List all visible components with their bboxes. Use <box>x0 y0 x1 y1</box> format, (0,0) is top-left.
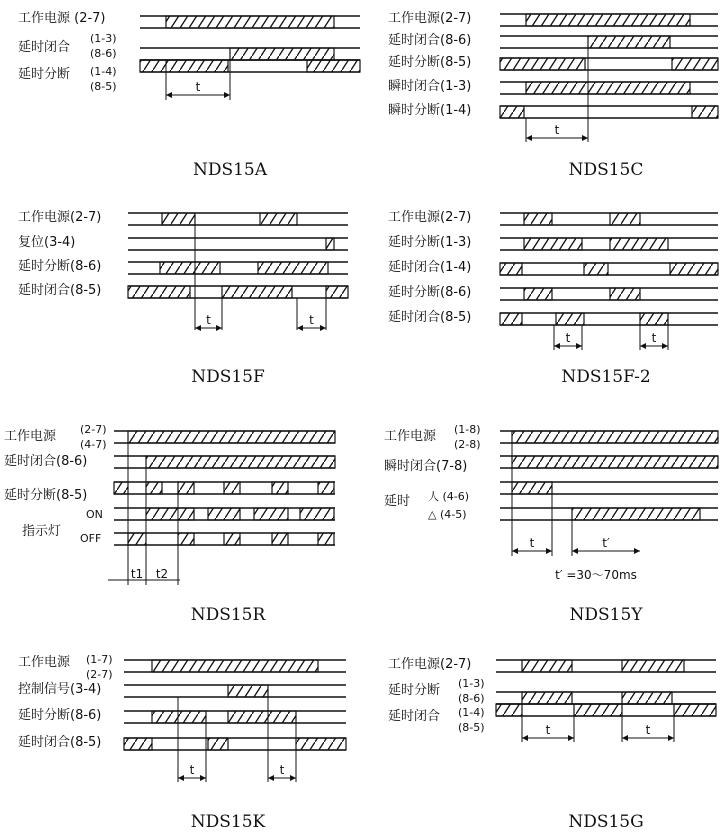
diagram-NDS15G <box>388 656 716 832</box>
hatched-interval <box>326 286 348 298</box>
hatched-interval <box>258 262 328 274</box>
hatched-interval <box>522 692 572 704</box>
hatched-interval <box>524 213 552 225</box>
pin-label: (1-4) <box>458 706 485 719</box>
diagram-caption: NDS15A <box>192 160 268 180</box>
pin-label: (8-6) <box>458 692 485 705</box>
hatched-interval <box>584 263 608 275</box>
hatched-interval <box>160 262 220 274</box>
row-label: 控制信号(3-4) <box>18 682 102 697</box>
row-label: 延时分断 <box>388 683 441 698</box>
time-label: t <box>529 536 535 550</box>
arrow-right-icon <box>568 735 574 741</box>
hatched-interval <box>610 288 640 300</box>
diagram-NDS15A <box>18 10 360 180</box>
arrow-left-icon <box>526 135 532 141</box>
hatched-interval <box>622 692 672 704</box>
diagram-NDS15C <box>388 10 718 180</box>
row-label: 工作电源(2-7) <box>388 210 472 225</box>
pin-label: (4-7) <box>80 438 107 451</box>
arrow-left-icon <box>166 92 172 98</box>
time-label: t <box>645 723 651 737</box>
row-label: 瞬时分断(1-4) <box>388 103 472 118</box>
row-label: 复位(3-4) <box>18 235 76 250</box>
row-label: 延时分断(8-6) <box>18 708 102 723</box>
row-label: 工作电源 <box>4 429 57 444</box>
hatched-interval <box>260 213 297 225</box>
hatched-interval <box>296 738 346 750</box>
arrow-left-icon <box>640 343 646 349</box>
hatched-interval <box>124 738 152 750</box>
hatched-interval <box>228 685 268 697</box>
pin-label: OFF <box>80 532 102 545</box>
arrow-right-icon <box>224 92 230 98</box>
hatched-interval <box>500 263 522 275</box>
pin-label: (2-7) <box>86 668 113 681</box>
row-label: 延时分断(1-3) <box>388 235 472 250</box>
hatched-interval <box>574 704 622 716</box>
pin-label: (1-4) <box>90 65 117 78</box>
hatched-interval <box>496 704 522 716</box>
time-label: t <box>565 331 571 345</box>
arrow-left-icon <box>522 735 528 741</box>
hatched-interval <box>152 660 318 672</box>
row-label: 瞬时闭合(1-3) <box>388 79 472 94</box>
diagram-NDS15K <box>18 653 346 832</box>
row-label: 延时闭合 <box>388 709 441 724</box>
hatched-interval <box>556 313 584 325</box>
row-label: 工作电源(2-7) <box>18 210 102 225</box>
pin-label: (2-7) <box>80 423 107 436</box>
hatched-interval <box>272 482 288 494</box>
time-label: t <box>279 763 285 777</box>
pin-label: △ (4-5) <box>428 508 467 521</box>
row-label: 延时闭合(8-5) <box>18 283 102 298</box>
hatched-interval <box>224 482 240 494</box>
arrow-left-icon <box>195 325 201 331</box>
arrow-right-icon <box>634 548 640 554</box>
hatched-interval <box>622 660 684 672</box>
hatched-interval <box>610 213 640 225</box>
pin-label: 人 (4-6) <box>428 490 470 503</box>
hatched-interval <box>146 508 194 520</box>
pin-label: (8-5) <box>90 80 117 93</box>
time-label: t <box>309 313 314 327</box>
arrow-right-icon <box>576 343 582 349</box>
hatched-interval <box>208 508 240 520</box>
row-label: 工作电源(2-7) <box>388 657 472 672</box>
row-label: 瞬时闭合(7-8) <box>384 459 468 474</box>
row-label: 工作电源(2-7) <box>388 11 472 26</box>
arrow-left-icon <box>297 325 303 331</box>
arrow-right-icon <box>320 325 326 331</box>
hatched-interval <box>524 288 552 300</box>
hatched-interval <box>146 456 335 468</box>
hatched-interval <box>674 704 716 716</box>
hatched-interval <box>640 313 668 325</box>
hatched-interval <box>128 286 190 298</box>
row-label: 延时闭合 <box>18 40 71 55</box>
hatched-interval <box>512 431 718 443</box>
row-label: 指示灯 <box>22 524 62 539</box>
hatched-interval <box>572 508 700 520</box>
arrow-right-icon <box>216 325 222 331</box>
arrow-left-icon <box>572 548 578 554</box>
hatched-interval <box>512 456 718 468</box>
row-label: 延时分断(8-5) <box>388 55 472 70</box>
arrow-right-icon <box>582 135 588 141</box>
row-label: 延时闭合(8-5) <box>388 310 472 325</box>
time-label: t1 <box>130 567 144 581</box>
pin-label: (1-3) <box>90 32 117 45</box>
hatched-interval <box>162 213 195 225</box>
pin-label: (1-3) <box>458 677 485 690</box>
pin-label: (8-5) <box>458 721 485 734</box>
row-label: 延时分断(8-6) <box>388 285 472 300</box>
row-label: 延时分断(8-6) <box>18 259 102 274</box>
hatched-interval <box>300 508 334 520</box>
arrow-right-icon <box>662 343 668 349</box>
arrow-left-icon <box>178 775 184 781</box>
arrow-right-icon <box>668 735 674 741</box>
row-label: 延时 <box>384 494 411 509</box>
arrow-right-icon <box>200 775 206 781</box>
row-label: 工作电源 <box>384 429 437 444</box>
pin-label: (8-6) <box>90 47 117 60</box>
hatched-interval <box>230 48 334 60</box>
hatched-interval <box>500 313 522 325</box>
row-label: 延时闭合(8-6) <box>388 33 472 48</box>
hatched-interval <box>500 106 524 118</box>
diagram-NDS15Y <box>384 423 718 625</box>
hatched-interval <box>512 482 552 494</box>
hatched-interval <box>524 238 582 250</box>
diagram-caption: NDS15G <box>568 812 644 832</box>
time-label: t <box>651 331 657 345</box>
hatched-interval <box>178 482 194 494</box>
diagram-NDS15F <box>18 209 348 387</box>
hatched-interval <box>140 60 228 72</box>
hatched-interval <box>522 660 572 672</box>
hatched-interval <box>588 36 670 48</box>
diagram-caption: NDS15R <box>190 605 266 625</box>
hatched-interval <box>610 238 668 250</box>
arrow-left-icon <box>512 548 518 554</box>
row-label: 延时分断 <box>18 67 71 82</box>
hatched-interval <box>326 238 334 250</box>
hatched-interval <box>318 482 334 494</box>
hatched-interval <box>307 60 360 72</box>
time-label: t <box>545 723 551 737</box>
diagram-NDS15R <box>4 423 335 625</box>
hatched-interval <box>526 82 690 94</box>
hatched-interval <box>128 533 146 545</box>
hatched-interval <box>228 711 296 723</box>
hatched-interval <box>692 106 718 118</box>
hatched-interval <box>672 58 718 70</box>
diagram-caption: NDS15F <box>191 367 265 387</box>
hatched-interval <box>114 482 128 494</box>
diagram-caption: NDS15F-2 <box>561 367 651 387</box>
timing-note: t′ =30～70ms <box>555 568 637 582</box>
diagram-caption: NDS15K <box>190 812 266 832</box>
pin-label: (2-8) <box>454 438 481 451</box>
hatched-interval <box>272 533 288 545</box>
hatched-interval <box>318 533 334 545</box>
row-label: 延时闭合(8-5) <box>18 735 102 750</box>
diagram-NDS15F-2 <box>388 209 718 387</box>
time-label: t <box>195 80 201 94</box>
hatched-interval <box>222 286 292 298</box>
time-label: t2 <box>155 567 169 581</box>
hatched-interval <box>224 533 240 545</box>
pin-label: ON <box>86 508 103 521</box>
pin-label: (1-7) <box>86 653 113 666</box>
arrow-right-icon <box>290 775 296 781</box>
hatched-interval <box>670 263 718 275</box>
hatched-interval <box>526 14 690 26</box>
hatched-interval <box>128 431 335 443</box>
arrow-right-icon <box>546 548 552 554</box>
hatched-interval <box>500 58 585 70</box>
hatched-interval <box>166 16 334 28</box>
hatched-interval <box>178 533 194 545</box>
diagram-caption: NDS15Y <box>569 605 643 625</box>
row-label: 延时闭合(1-4) <box>388 260 472 275</box>
arrow-left-icon <box>554 343 560 349</box>
row-label: 工作电源 (2-7) <box>18 11 106 26</box>
pin-label: (1-8) <box>454 423 481 436</box>
arrow-left-icon <box>622 735 628 741</box>
row-label: 延时闭合(8-6) <box>4 454 88 469</box>
time-label: t <box>554 123 560 137</box>
diagram-caption: NDS15C <box>568 160 644 180</box>
hatched-interval <box>254 508 288 520</box>
hatched-interval <box>208 738 228 750</box>
time-label: t <box>206 313 211 327</box>
row-label: 工作电源 <box>18 655 71 670</box>
arrow-left-icon <box>268 775 274 781</box>
time-label: t′ <box>602 536 610 550</box>
row-label: 延时分断(8-5) <box>4 488 88 503</box>
hatched-interval <box>152 711 206 723</box>
hatched-interval <box>146 482 162 494</box>
time-label: t <box>189 763 195 777</box>
